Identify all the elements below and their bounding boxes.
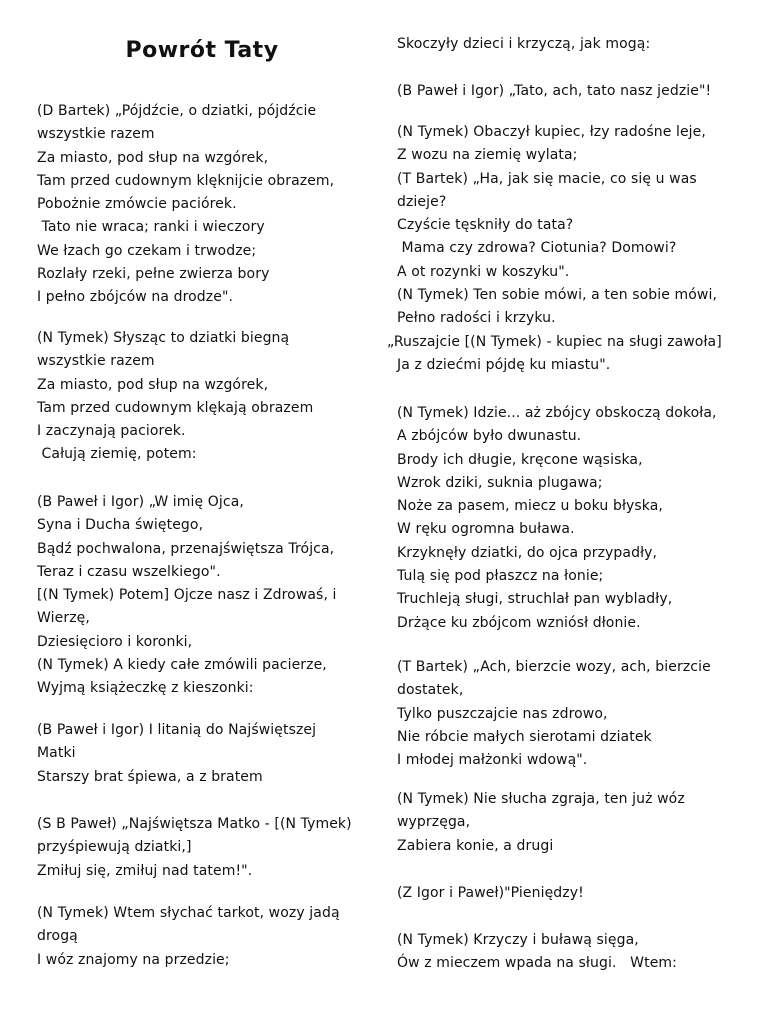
stanza-left-5 [37,813,352,883]
text-line: (N Tymek) Wtem słychać tarkot, wozy jadą [37,905,340,921]
text-line: (B Paweł i Igor) „Tato, ach, tato nasz jedzie"! [397,83,712,99]
stanza-right-7 [397,882,584,905]
text-line: (S B Paweł) „Najświętsza Matko - [(N Tymek) [37,816,352,832]
text-line: Zabiera konie, a drugi [397,837,554,854]
text-line: (Z Igor i Paweł)"Pieniędzy! [397,885,584,901]
stanza-left-4 [37,719,316,789]
text-line: Tam przed cudownym klękają obrazem [37,399,314,416]
text-line: wszystkie razem [37,126,155,143]
text-line: Dziesięcioro i koronki, [37,633,193,650]
text-line: Noże za pasem, miecz u boku błyska, [397,498,663,515]
text-line: Brody ich długie, kręcone wąsiska, [397,451,643,468]
text-line: (N Tymek) Obaczył kupiec, łzy radośne leje, [397,124,706,140]
text-line: Teraz i czasu wszelkiego". [37,563,221,580]
text-line: Bądź pochwalona, przenajświętsza Trójca, [37,540,335,557]
text-line: Z wozu na ziemię wylata; [397,147,578,164]
text-line: (T Bartek) „Ha, jak się macie, co się u was [397,170,697,187]
stanza-right-8 [397,929,677,976]
text-line: Wierzę, [37,610,90,627]
stanza-left-3 [37,491,337,701]
text-line: Ja z dziećmi pójdę ku miastu". [397,356,611,373]
text-line: Tato nie wraca; ranki i wieczory [37,219,265,236]
page-title: Powrót Taty [125,38,279,63]
text-line: I zaczynają paciorek. [37,423,186,440]
text-line: Krzyknęły dziatki, do ojca przypadły, [397,544,658,561]
text-line: Truchleją sługi, struchlał pan wybladły, [397,591,673,608]
text-line: Wzrok dziki, suknia plugawa; [397,474,603,491]
text-line: We łzach go czekam i trwodze; [37,242,257,259]
text-line: Starszy brat śpiewa, a z bratem [37,768,263,785]
text-line: Drżące ku zbójcom wzniósł dłonie. [397,614,641,631]
text-line: Tam przed cudownym klęknijcie obrazem, [37,172,335,189]
text-line: wyprzęga, [397,814,471,831]
stanza-left-6 [37,902,340,972]
text-line: Zmiłuj się, zmiłuj nad tatem!". [37,862,253,879]
text-line: Matki [37,745,76,762]
text-line: Pełno radości i krzyku. [397,310,556,327]
text-line: Tulą się pod płaszcz na łonie; [397,568,604,585]
text-line: wszystkie razem [37,353,155,370]
text-line: Skoczyły dzieci i krzyczą, jak mogą: [397,36,651,52]
text-line: Całują ziemię, potem: [37,446,197,463]
text-line: I wóz znajomy na przedzie; [37,951,230,968]
text-line: (T Bartek) „Ach, bierzcie wozy, ach, bierzcie [397,659,711,675]
text-line: dostatek, [397,682,464,699]
stanza-right-1 [397,33,650,56]
text-line: drogą [37,928,78,945]
text-line: A zbójców było dwunastu. [397,428,582,445]
stanza-right-3 [387,121,722,377]
text-line: przyśpiewują dziatki,] [37,839,192,856]
stanza-left-2 [37,327,313,467]
text-line: Rozlały rzeki, pełne zwierza bory [37,266,270,283]
text-line: Wyjmą książeczkę z kieszonki: [37,680,254,697]
text-line: (N Tymek) Słysząc to dziatki biegną [37,330,290,346]
text-line: (N Tymek) Nie słucha zgraja, ten już wóz [397,791,685,807]
text-line: A ot rozynki w koszyku". [397,263,570,280]
text-line: Pobożnie zmówcie paciórek. [37,196,237,213]
stanza-right-2 [397,80,711,103]
text-line: Mama czy zdrowa? Ciotunia? Domowi? [397,240,677,257]
text-line: (N Tymek) Idzie... aż zbójcy obskoczą dokoła, [397,405,717,421]
text-line: Syna i Ducha świętego, [37,517,204,534]
text-line: W ręku ogromna buława. [397,521,575,538]
text-line: (N Tymek) Krzyczy i buławą sięga, [397,932,639,948]
text-line: (N Tymek) A kiedy całe zmówili pacierze, [37,657,327,674]
text-line: Czyście tęsknіły do tata? [397,217,574,234]
text-line: Tylko puszczajcie nas zdrowo, [397,705,608,722]
text-line: [(N Tymek) Potem] Ojcze nasz i Zdrowaś, i [37,587,337,604]
text-line: (N Tymek) Ten sobie mówi, a ten sobie mówi, [397,287,718,304]
text-line: I pełno zbójców na drodze". [37,289,234,306]
text-line: dzieje? [397,193,447,210]
text-line: I młodej małżonki wdową". [397,752,588,769]
text-line: Za miasto, pod słup na wzgórek, [37,376,269,393]
text-line: Nie róbcie małych sierotami dziatek [397,728,652,745]
text-line: „Ruszajcie [(N Tymek) - kupiec na sługi zawoła] [387,333,722,350]
stanza-right-4 [397,402,717,635]
stanza-left-1 [37,100,334,310]
text-line: (D Bartek) „Pójdźcie, o dziatki, pójdźcie [37,103,317,119]
stanza-right-6 [397,788,685,858]
text-line: Ów z mieczem wpada na sługi. Wtem: [397,955,677,972]
stanza-right-5 [397,656,711,772]
text-line: Za miasto, pod słup na wzgórek, [37,149,269,166]
text-line: (B Paweł i Igor) „W imię Ojca, [37,494,244,510]
text-line: (B Paweł i Igor) I litanią do Najświętszej [37,722,317,738]
